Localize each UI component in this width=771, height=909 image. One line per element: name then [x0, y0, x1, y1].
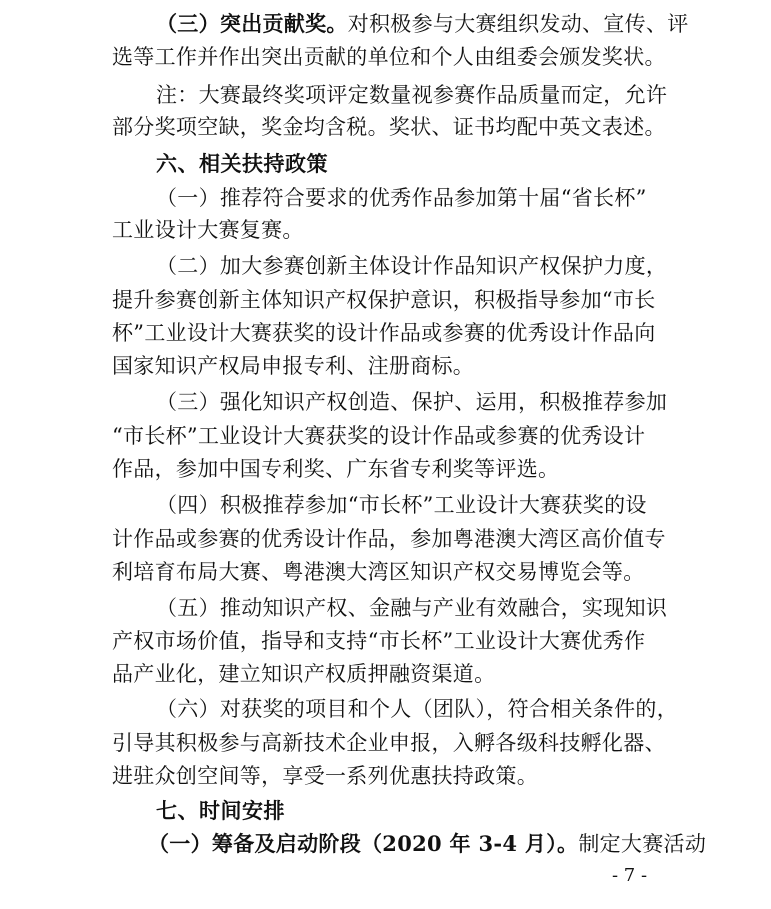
- section-heading: 七、时间安排: [156, 799, 285, 823]
- paragraph-line: 国家知识产权局申报专利、注册商标。: [112, 354, 475, 378]
- paragraph-line: 作品，参加中国专利奖、广东省专利奖等评选。: [112, 457, 560, 481]
- paragraph-line: 产权市场价值，指导和支持“市长杯”工业设计大赛优秀作: [112, 629, 646, 653]
- paragraph-line: （三）强化知识产权创造、保护、运用，积极推荐参加: [156, 390, 668, 414]
- paragraph-line: （六）对获奖的项目和个人（团队），符合相关条件的，: [156, 697, 678, 721]
- paragraph-line: 引导其积极参与高新技术企业申报，入孵各级科技孵化器、: [112, 731, 666, 755]
- paragraph-line: （二）加大参赛创新主体设计作品知识产权保护力度，: [156, 254, 668, 278]
- section-heading: 六、相关扶持政策: [156, 152, 328, 176]
- note-line: 注：大赛最终奖项评定数量视参赛作品质量而定，允许: [156, 83, 668, 107]
- paragraph-line: [148, 831, 707, 856]
- paragraph-line: 品产业化，建立知识产权质押融资渠道。: [112, 662, 496, 686]
- paragraph-line: 进驻众创空间等，享受一系列优惠扶持政策。: [112, 764, 538, 788]
- paragraph-line: [156, 11, 689, 36]
- paragraph-line: 杯”工业设计大赛获奖的设计作品或参赛的优秀设计作品向: [112, 321, 656, 345]
- paragraph-line: “市长杯”工业设计大赛获奖的设计作品或参赛的优秀设计: [112, 424, 646, 448]
- paragraph-line: 工业设计大赛复赛。: [112, 218, 304, 242]
- paragraph-line: 计作品或参赛的优秀设计作品，参加粤港澳大湾区高价值专: [112, 527, 666, 551]
- paragraph-text: 制定大赛活动: [578, 832, 707, 856]
- award-title: （三）突出贡献奖。: [156, 11, 348, 36]
- paragraph-line: （四）积极推荐参加“市长杯”工业设计大赛获奖的设: [156, 493, 647, 517]
- paragraph-line: 利培育布局大赛、粤港澳大湾区知识产权交易博览会等。: [112, 560, 645, 584]
- stage-title: （一）筹备及启动阶段（2020 年 3-4 月）。: [148, 831, 579, 856]
- page-number: - 7 -: [612, 865, 648, 886]
- paragraph-text: 对积极参与大赛组织发动、宣传、评: [347, 12, 689, 36]
- paragraph-line: （五）推动知识产权、金融与产业有效融合，实现知识: [156, 596, 668, 620]
- paragraph-line: 提升参赛创新主体知识产权保护意识，积极指导参加“市长: [112, 288, 656, 312]
- note-line: 部分奖项空缺，奖金均含税。奖状、证书均配中英文表述。: [112, 115, 666, 139]
- paragraph-line: （一）推荐符合要求的优秀作品参加第十届“省长杯”: [156, 186, 647, 210]
- paragraph-line: 选等工作并作出突出贡献的单位和个人由组委会颁发奖状。: [112, 45, 666, 69]
